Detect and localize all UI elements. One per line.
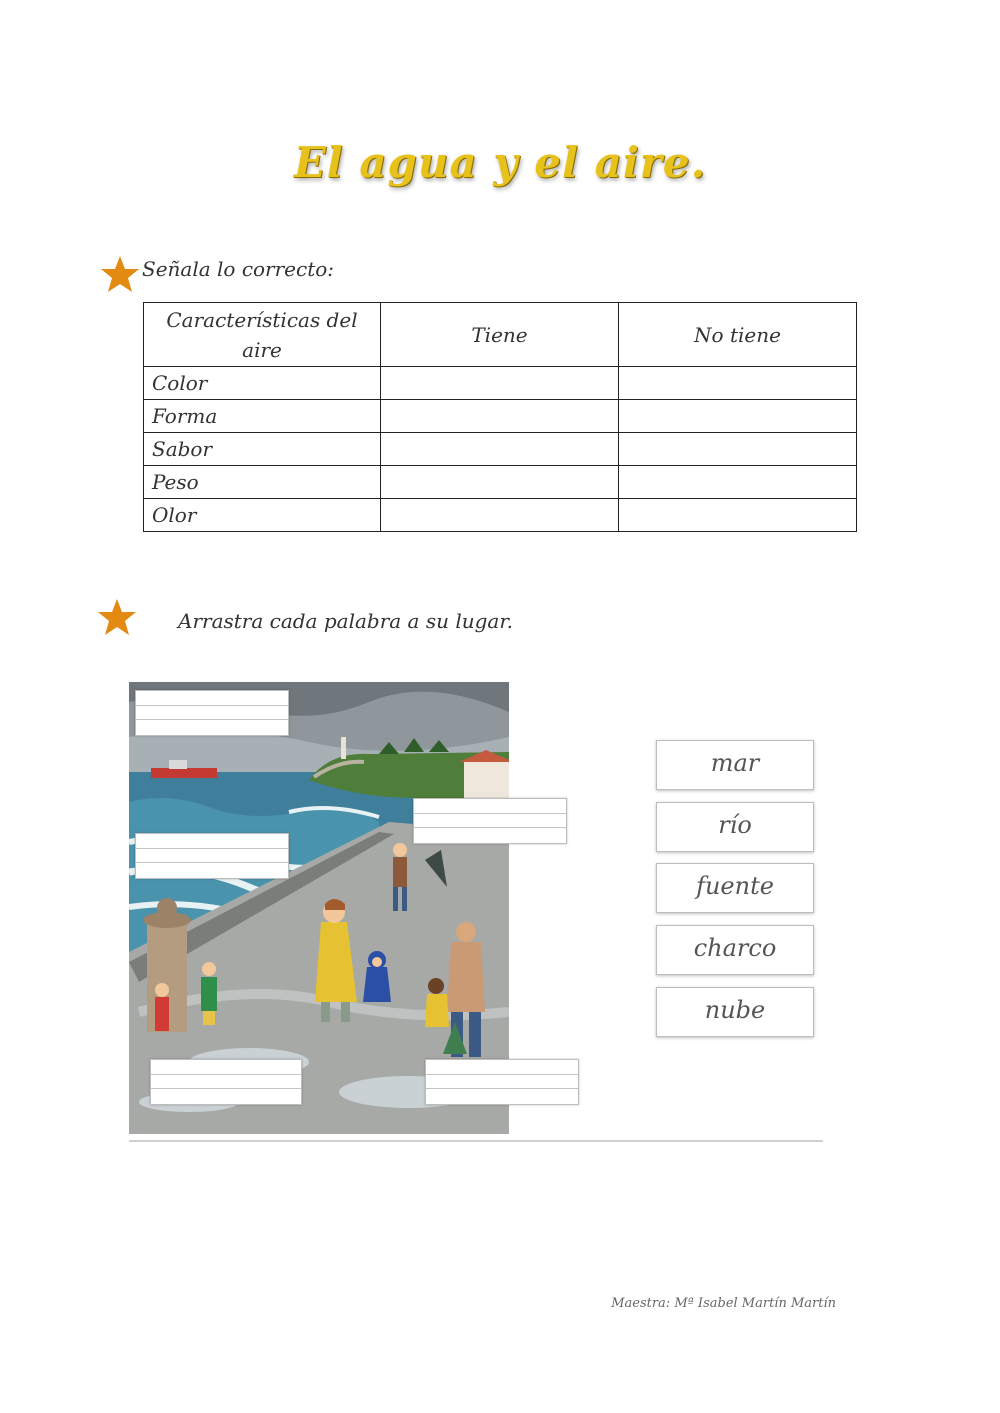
table-row — [144, 433, 857, 466]
no-tiene-cell[interactable] — [619, 400, 857, 433]
row-label: Peso — [144, 466, 381, 499]
table-row — [144, 400, 857, 433]
drop-zone[interactable] — [135, 833, 289, 879]
teacher-credit: Maestra: Mª Isabel Martín Martín — [611, 1296, 836, 1311]
header-tiene: Tiene — [381, 303, 619, 367]
word-card-nube[interactable]: nube — [656, 987, 814, 1037]
table-row — [144, 466, 857, 499]
table-row — [144, 367, 857, 400]
page-title: El agua y el aire. — [293, 138, 707, 187]
tiene-cell[interactable] — [381, 433, 619, 466]
tiene-cell[interactable] — [381, 466, 619, 499]
row-label: Color — [144, 367, 381, 400]
no-tiene-cell[interactable] — [619, 367, 857, 400]
word-card-rio[interactable]: río — [656, 802, 814, 852]
row-label: Olor — [144, 499, 381, 532]
word-card-mar[interactable]: mar — [656, 740, 814, 790]
no-tiene-cell[interactable] — [619, 466, 857, 499]
drop-zone[interactable] — [150, 1059, 302, 1105]
tiene-cell[interactable] — [381, 400, 619, 433]
tiene-cell[interactable] — [381, 499, 619, 532]
star-icon — [97, 597, 137, 637]
air-characteristics-table — [143, 302, 857, 532]
no-tiene-cell[interactable] — [619, 499, 857, 532]
instruction-drag-words: Arrastra cada palabra a su lugar. — [178, 609, 514, 633]
word-card-charco[interactable]: charco — [656, 925, 814, 975]
drop-zone[interactable] — [413, 798, 567, 844]
star-icon — [100, 254, 140, 294]
header-no-tiene: No tiene — [619, 303, 857, 367]
drop-zone[interactable] — [425, 1059, 579, 1105]
no-tiene-cell[interactable] — [619, 433, 857, 466]
word-card-fuente[interactable]: fuente — [656, 863, 814, 913]
instruction-select-correct: Señala lo correcto: — [142, 257, 335, 281]
header-characteristics: Características del aire — [144, 303, 381, 367]
table-header-row — [144, 303, 857, 367]
drop-zone[interactable] — [135, 690, 289, 736]
row-label: Sabor — [144, 433, 381, 466]
row-label: Forma — [144, 400, 381, 433]
tiene-cell[interactable] — [381, 367, 619, 400]
table-row — [144, 499, 857, 532]
divider — [129, 1140, 823, 1142]
